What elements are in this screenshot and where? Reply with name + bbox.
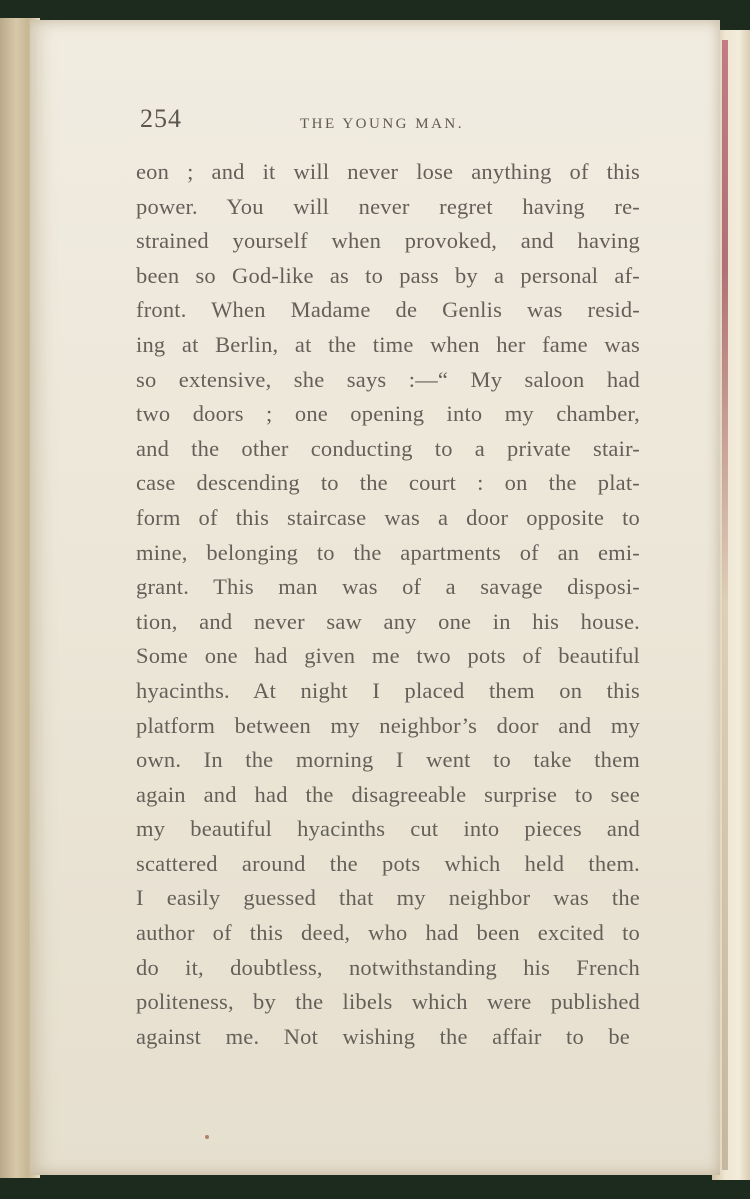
ink-speck (205, 1135, 209, 1139)
text-line: do it, doubtless, notwithstanding his French (136, 954, 640, 980)
text-line: my beautiful hyacinths cut into pieces and (136, 816, 640, 842)
text-line: eon ; and it will never lose anything of this (136, 159, 640, 184)
page-number: 254 (140, 104, 182, 133)
text-line: so extensive, she says :—“ My saloon had (136, 366, 640, 392)
text-line: scattered around the pots which held them. (136, 850, 640, 876)
text-line: been so God-like as to pass by a personal af- (136, 262, 640, 288)
text-line: against me. Not wishing the affair to be (136, 1023, 630, 1049)
text-line: I easily guessed that my neighbor was the (136, 885, 640, 911)
text-line: two doors ; one opening into my chamber, (136, 401, 640, 427)
page-edge-stain (722, 40, 728, 1170)
text-line: ing at Berlin, at the time when her fame was (136, 331, 640, 357)
text-line: grant. This man was of a savage disposi- (136, 574, 640, 600)
text-line: again and had the disagreeable surprise to see (136, 781, 640, 807)
text-line: own. In the morning I went to take them (136, 747, 640, 773)
body-text (136, 155, 640, 1054)
text-line: front. When Madame de Genlis was resid- (136, 297, 640, 323)
text-line: form of this staircase was a door opposite to (136, 504, 640, 530)
text-line: power. You will never regret having re- (136, 193, 640, 219)
text-line: author of this deed, who had been excited to (136, 920, 640, 946)
page-header (140, 104, 640, 140)
text-line: politeness, by the libels which were published (136, 989, 640, 1015)
running-head: THE YOUNG MAN. (300, 116, 465, 132)
text-line: hyacinths. At night I placed them on this (136, 677, 640, 703)
text-line: tion, and never saw any one in his house. (136, 608, 640, 634)
text-line: and the other conducting to a private stair- (136, 435, 640, 461)
text-line: platform between my neighbor’s door and my (136, 712, 640, 738)
text-line: case descending to the court : on the plat- (136, 470, 640, 496)
text-line: mine, belonging to the apartments of an emi- (136, 539, 640, 565)
text-line: Some one had given me two pots of beautiful (136, 643, 640, 669)
text-line: strained yourself when provoked, and having (136, 228, 640, 254)
